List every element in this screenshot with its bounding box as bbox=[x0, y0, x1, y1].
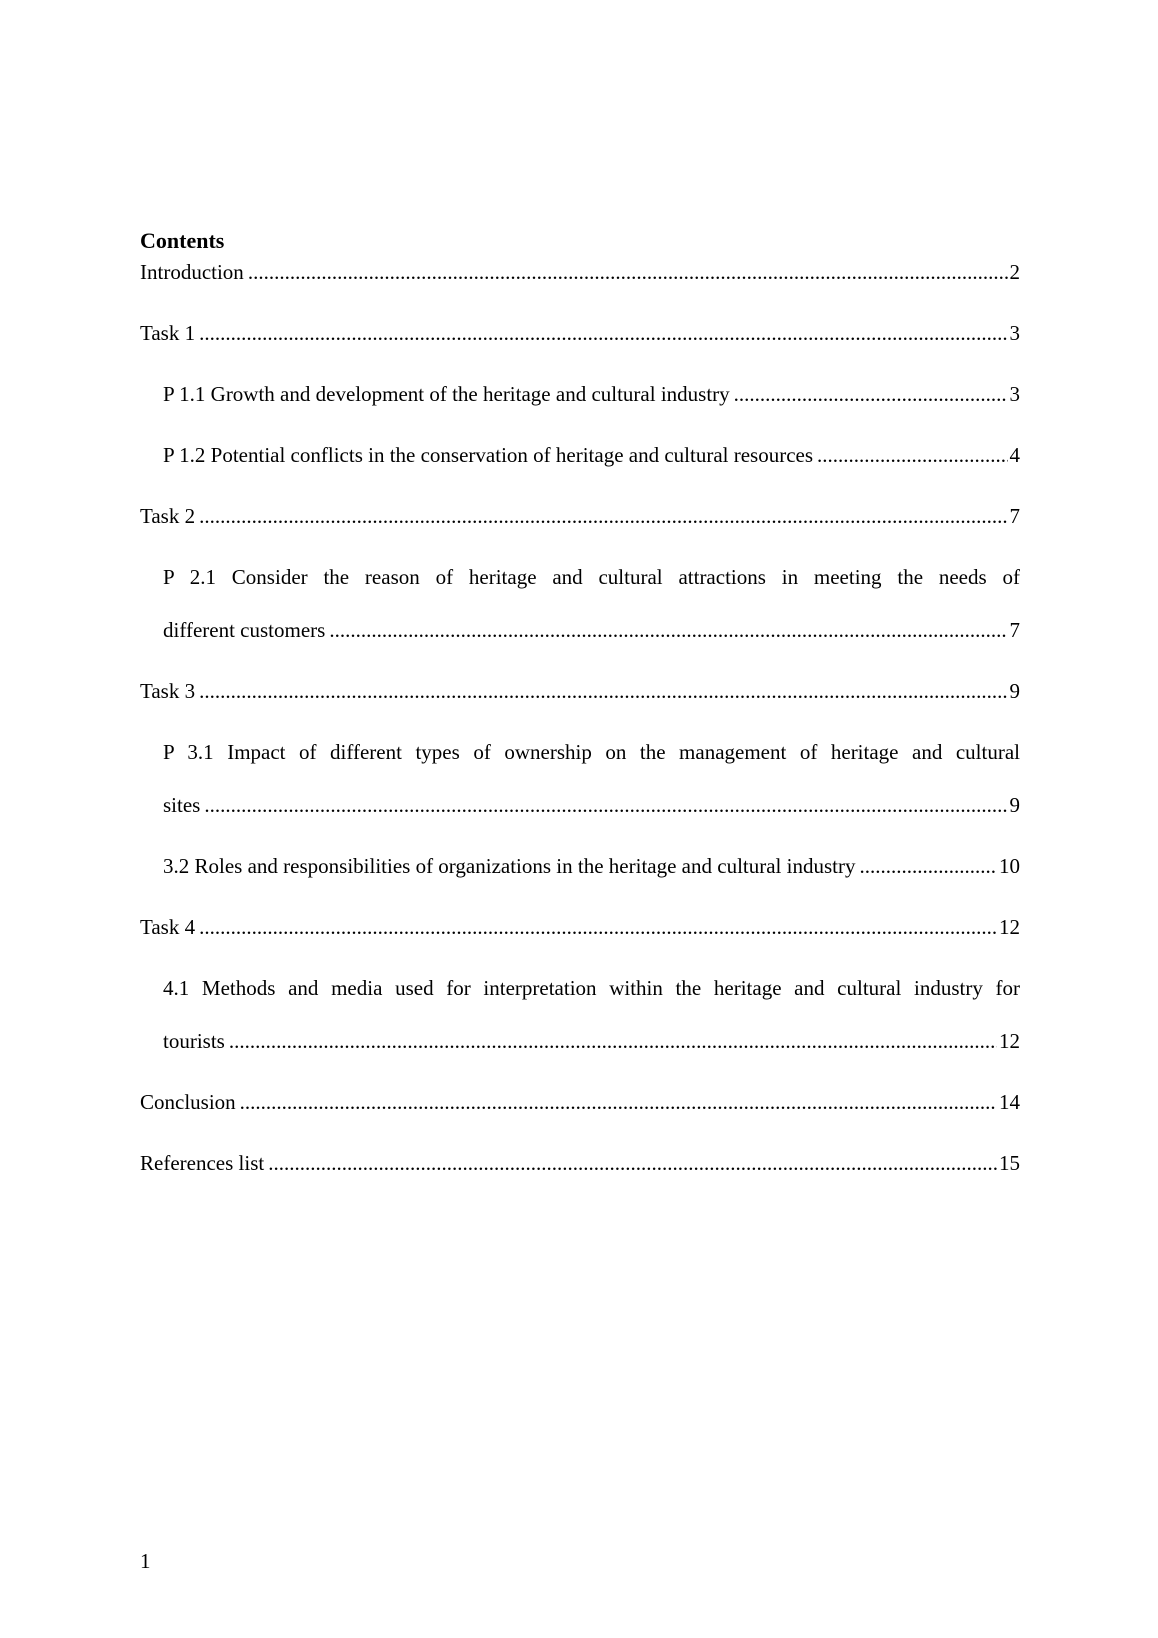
dot-leader bbox=[248, 259, 1008, 285]
toc-entry-3-2[interactable] bbox=[140, 853, 1020, 879]
toc-entry-title: References list bbox=[140, 1151, 265, 1175]
toc-entry-title: Task 3 bbox=[140, 679, 196, 703]
toc-entry-title: Task 2 bbox=[140, 504, 196, 528]
toc-entry-p3-1[interactable] bbox=[140, 739, 1020, 818]
dot-leader bbox=[199, 320, 1007, 346]
toc-entry-first-line: P 3.1 Impact of different types of ownership on the management of heritage and cultural bbox=[163, 740, 1020, 764]
toc-entry-page: 4 bbox=[1009, 443, 1020, 467]
toc-entry-task-2[interactable] bbox=[140, 503, 1020, 529]
toc-entry-title: Task 1 bbox=[140, 321, 196, 345]
toc-entry-title: 3.2 Roles and responsibilities of organizations in the heritage and cultural industry bbox=[163, 854, 856, 878]
table-of-contents bbox=[140, 259, 1020, 1176]
dot-leader bbox=[734, 381, 1008, 407]
toc-entry-page: 9 bbox=[1009, 793, 1020, 817]
toc-entry-title: tourists bbox=[163, 1029, 225, 1053]
dot-leader bbox=[859, 853, 997, 879]
toc-entry-first-line: P 2.1 Consider the reason of heritage and cultural attractions in meeting the needs of bbox=[163, 565, 1020, 589]
toc-entry-p1-2[interactable] bbox=[140, 442, 1020, 468]
dot-leader bbox=[199, 503, 1007, 529]
toc-entry-title: Conclusion bbox=[140, 1090, 236, 1114]
toc-entry-page: 15 bbox=[999, 1151, 1020, 1175]
page-number: 1 bbox=[140, 1549, 151, 1573]
toc-entry-references-list[interactable] bbox=[140, 1150, 1020, 1176]
toc-entry-task-1[interactable] bbox=[140, 320, 1020, 346]
dot-leader bbox=[329, 617, 1007, 643]
toc-entry-page: 7 bbox=[1009, 618, 1020, 642]
toc-entry-page: 12 bbox=[999, 915, 1020, 939]
toc-entry-task-3[interactable] bbox=[140, 678, 1020, 704]
toc-entry-task-4[interactable] bbox=[140, 914, 1020, 940]
toc-entry-page: 7 bbox=[1009, 504, 1020, 528]
toc-entry-first-line: 4.1 Methods and media used for interpretation within the heritage and cultural industry for bbox=[163, 976, 1020, 1000]
dot-leader bbox=[204, 792, 1007, 818]
toc-entry-conclusion[interactable] bbox=[140, 1089, 1020, 1115]
toc-entry-page: 2 bbox=[1009, 260, 1020, 284]
toc-entry-title: P 1.2 Potential conflicts in the conservation of heritage and cultural resources bbox=[163, 443, 814, 467]
toc-heading: Contents bbox=[140, 228, 225, 253]
toc-entry-title: P 1.1 Growth and development of the heritage and cultural industry bbox=[163, 382, 730, 406]
toc-entry-title: Task 4 bbox=[140, 915, 196, 939]
toc-entry-introduction[interactable] bbox=[140, 259, 1020, 285]
dot-leader bbox=[199, 914, 997, 940]
toc-entry-p1-1[interactable] bbox=[140, 381, 1020, 407]
dot-leader bbox=[229, 1028, 997, 1054]
toc-entry-title: Introduction bbox=[140, 260, 244, 284]
toc-entry-page: 12 bbox=[999, 1029, 1020, 1053]
dot-leader bbox=[268, 1150, 997, 1176]
toc-entry-p2-1[interactable] bbox=[140, 564, 1020, 643]
toc-entry-page: 3 bbox=[1009, 321, 1020, 345]
toc-entry-title: different customers bbox=[163, 618, 326, 642]
toc-entry-4-1[interactable] bbox=[140, 975, 1020, 1054]
toc-entry-page: 3 bbox=[1009, 382, 1020, 406]
toc-entry-page: 14 bbox=[999, 1090, 1020, 1114]
dot-leader bbox=[199, 678, 1007, 704]
toc-entry-page: 10 bbox=[999, 854, 1020, 878]
dot-leader bbox=[817, 442, 1007, 468]
toc-entry-title: sites bbox=[163, 793, 201, 817]
toc-entry-page: 9 bbox=[1009, 679, 1020, 703]
dot-leader bbox=[240, 1089, 997, 1115]
